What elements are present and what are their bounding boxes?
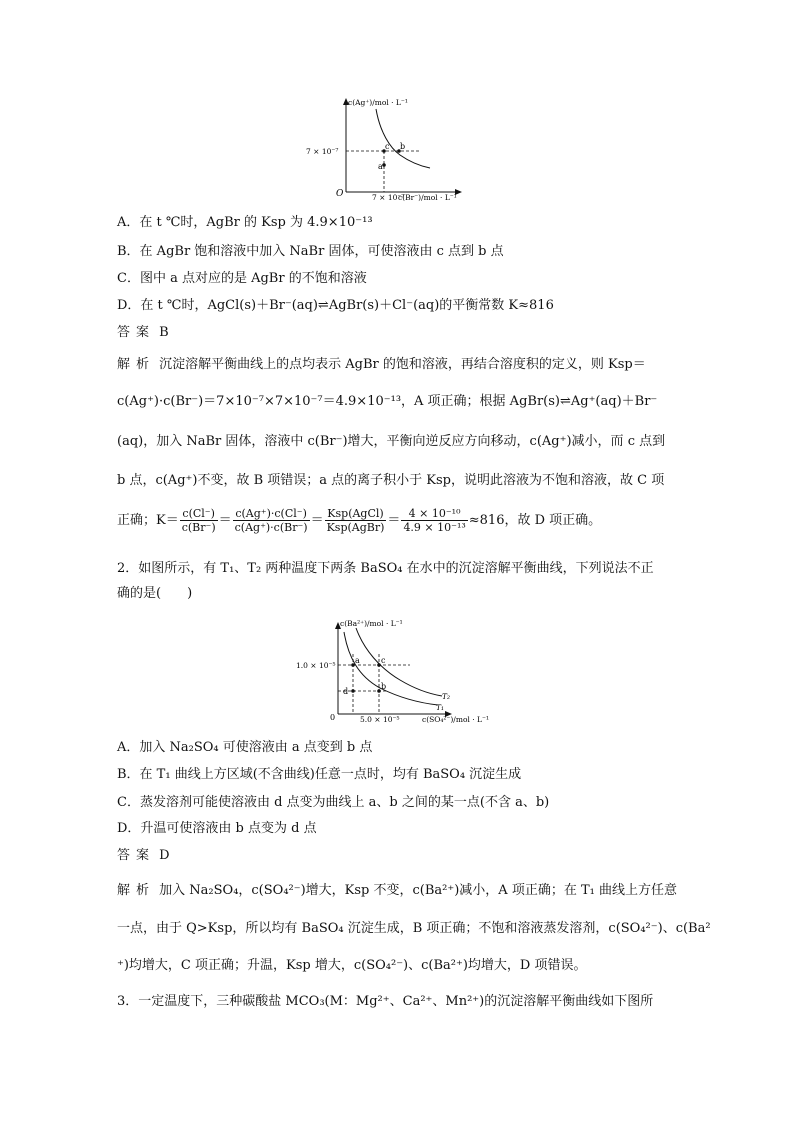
fig2-x-label: c(SO₄²⁻)/mol · L⁻¹	[422, 715, 489, 724]
fraction-2-num: c(Ag⁺)·c(Cl⁻)	[233, 507, 310, 521]
q1-analysis-line-2: c(Ag⁺)·c(Br⁻)＝7×10⁻⁷×7×10⁻⁷＝4.9×10⁻¹³，A 项正确；根据 AgBr(s)⇌Ag⁺(aq)＋Br⁻	[117, 394, 658, 409]
fig2-curve-t2	[356, 628, 442, 696]
fig2-label-b: b	[381, 682, 387, 691]
fig1-y-label: c(Ag⁺)/mol · L⁻¹	[348, 98, 408, 107]
fig1-label-c: c	[385, 142, 390, 151]
fraction-3	[325, 507, 387, 534]
q1-answer-value: B	[159, 325, 169, 340]
fig1-label-b: b	[400, 142, 406, 151]
q1-analysis-text-1: 沉淀溶解平衡曲线上的点均表示 AgBr 的饱和溶液，再结合溶度积的定义，则 Ksp＝	[159, 357, 646, 372]
fraction-3-den: Ksp(AgBr)	[326, 521, 385, 534]
q2-analysis-line-2: 一点，由于 Q>Ksp，所以均有 BaSO₄ 沉淀生成，B 项正确；不饱和溶液蒸发溶剂，c(SO₄²⁻)、c(Ba²	[117, 921, 711, 936]
q1-option-b: B．在 AgBr 饱和溶液中加入 NaBr 固体，可使溶液由 c 点到 b 点	[117, 244, 504, 259]
q2-analysis-line-3: ⁺)均增大，C 项正确；升温，Ksp 增大，c(SO₄²⁻)、c(Ba²⁺)均增大，D 项错误。	[117, 958, 587, 973]
q1-option-a: A．在 t ℃时，AgBr 的 Ksp 为 4.9×10⁻¹³	[117, 215, 373, 230]
q2-analysis-line-1	[117, 883, 677, 899]
fig2-y-tick: 1.0 × 10⁻⁵	[296, 661, 336, 670]
fig1-origin: O	[336, 189, 344, 199]
fraction-3-num: Ksp(AgCl)	[325, 507, 387, 521]
q1-answer	[117, 325, 169, 341]
fig2-origin: 0	[330, 713, 336, 722]
q2-stem-line-1: 2．如图所示，有 T₁、T₂ 两种温度下两条 BaSO₄ 在水中的沉淀溶解平衡曲线，下列说法不正	[117, 561, 654, 576]
fig1-label-a: a	[378, 162, 383, 171]
fig2-label-t1: T₁	[436, 703, 445, 712]
q1-analysis-label: 解析	[117, 357, 156, 372]
fraction-1-den: c(Br⁻)	[181, 521, 216, 534]
q1-analysis-line-1	[117, 357, 646, 373]
fraction-4-den: 4.9 × 10⁻¹³	[403, 521, 466, 534]
q3-stem-line-1: 3．一定温度下，三种碳酸盐 MCO₃(M：Mg²⁺、Ca²⁺、Mn²⁺)的沉淀溶解平衡曲线如下图所	[117, 994, 654, 1009]
fraction-1-num: c(Cl⁻)	[180, 507, 218, 521]
q1-analysis-line-4: b 点，c(Ag⁺)不变，故 B 项错误；a 点的离子积小于 Ksp，说明此溶液为不饱和溶液，故 C 项	[117, 473, 665, 488]
q2-option-b: B．在 T₁ 曲线上方区域(不含曲线)任意一点时，均有 BaSO₄ 沉淀生成	[117, 767, 522, 782]
fig2-x-tick: 5.0 × 10⁻⁵	[360, 715, 400, 724]
q1-analysis-line-3: (aq)，加入 NaBr 固体，溶液中 c(Br⁻)增大，平衡向逆反应方向移动，c(Ag⁺)减小，而 c 点到	[117, 434, 666, 449]
fig1-x-tick: 7 × 10⁻⁷	[372, 193, 405, 202]
fig2-point-d	[351, 689, 355, 693]
fraction-2	[233, 507, 310, 534]
fig2-label-c: c	[381, 656, 386, 665]
q2-answer-label: 答案	[117, 848, 156, 863]
equals-2: ＝	[310, 513, 324, 528]
q1-answer-label: 答案	[117, 325, 156, 340]
q2-option-c: C．蒸发溶剂可能使溶液由 d 点变为曲线上 a、b 之间的某一点(不含 a、b)	[117, 795, 550, 810]
q1-analysis-k-end: ≈816，故 D 项正确。	[468, 513, 602, 528]
q2-option-d: D．升温可使溶液由 b 点变为 d 点	[117, 821, 317, 836]
q2-analysis-text-1: 加入 Na₂SO₄，c(SO₄²⁻)增大，Ksp 不变，c(Ba²⁺)减小，A 项正确；在 T₁ 曲线上方任意	[159, 883, 677, 898]
q1-analysis-line-5	[117, 507, 601, 534]
fig1-curve	[376, 109, 430, 168]
fig2-label-a: a	[355, 656, 360, 665]
fraction-4	[401, 507, 467, 534]
q1-option-c: C．图中 a 点对应的是 AgBr 的不饱和溶液	[117, 271, 367, 286]
q2-answer	[117, 848, 170, 864]
fig2-label-t2: T₂	[442, 692, 451, 701]
fraction-4-num: 4 × 10⁻¹⁰	[401, 507, 467, 521]
q2-option-a: A．加入 Na₂SO₄ 可使溶液由 a 点变到 b 点	[117, 740, 373, 755]
equals-1: ＝	[218, 513, 232, 528]
q2-stem-line-2: 确的是( )	[117, 586, 193, 601]
fig2-y-label: c(Ba²⁺)/mol · L⁻¹	[340, 619, 403, 628]
fig1-x-label: c(Br⁻)/mol · L⁻¹	[398, 193, 457, 202]
fraction-2-den: c(Ag⁺)·c(Br⁻)	[234, 521, 308, 534]
q2-analysis-label: 解析	[117, 883, 156, 898]
equals-3: ＝	[387, 513, 401, 528]
fig2-label-d: d	[343, 687, 349, 696]
fig2-curve-t1	[344, 632, 438, 705]
q1-analysis-k-start: 正确；K＝	[117, 513, 179, 528]
figure-1-agbr-curve	[300, 92, 490, 204]
q1-option-d: D．在 t ℃时，AgCl(s)＋Br⁻(aq)⇌AgBr(s)＋Cl⁻(aq)的平衡常数 K≈816	[117, 298, 554, 313]
fig1-y-tick: 7 × 10⁻⁷	[306, 147, 339, 156]
figure-2-baso4-curves	[290, 616, 500, 728]
q2-answer-value: D	[159, 848, 170, 863]
fraction-1	[180, 507, 218, 534]
